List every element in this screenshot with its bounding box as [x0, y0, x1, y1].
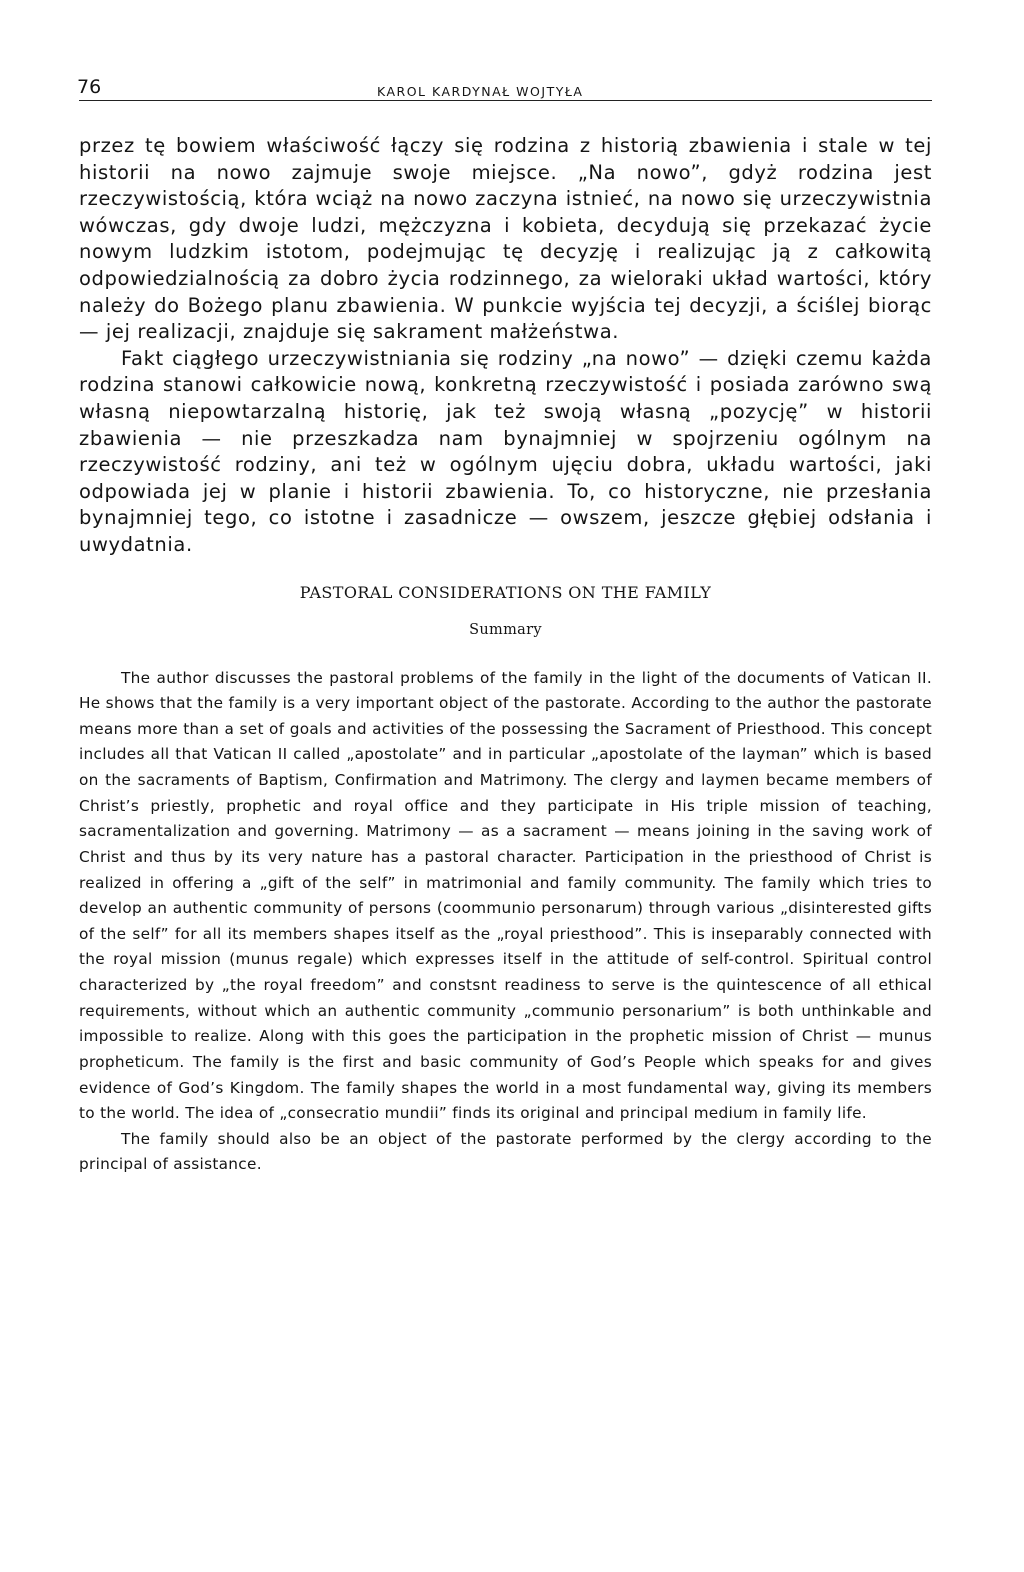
polish-body-text [79, 133, 932, 559]
summary-heading: PASTORAL CONSIDERATIONS ON THE FAMILY [299, 582, 712, 602]
summary-subheading: Summary [469, 621, 542, 638]
summary-paragraph: The family should also be an object of the pastorate performed by the clergy according to the principal of assistance. [79, 1129, 932, 1174]
page [79, 70, 932, 1178]
page-number: 76 [77, 76, 102, 98]
running-title: KAROL KARDYNAŁ WOJTYŁA [377, 84, 584, 99]
body-paragraph: Fakt ciągłego urzeczywistniania się rodziny „na nowo” — dzięki czemu każda rodzina stanowi całkowicie nową, konkretną rzeczywistość i posiada zarówno swą własną niepowtarzalną historię, jak też swoją własną „pozycję” w historii zbawienia — nie przeszkadza nam bynajmniej w spojrzeniu ogólnym na rzeczywistość rodziny, ani też w ogólnym ujęciu dobra, układu wartości, jaki odpowiada jej w planie i historii zbawienia. To, co historyczne, nie przesłania bynajmniej tego, co istotne i zasadnicze — owszem, jeszcze głębiej odsłania i uwydatnia. [79, 346, 932, 556]
summary-paragraph: The author discusses the pastoral problems of the family in the light of the documents of Vatican II. He shows that the family is a very important object of the pastorate. According to the author the pastorate means more than a set of goals and activities of the possessing the Sacrament of Priesthood. This concept includes all that Vatican II called „apostolate” and in particular „apostolate of the layman” which is based on the sacraments of Baptism, Confirmation and Matrimony. The clergy and laymen became members of Christ’s priestly, prophetic and royal office and they participate in His triple mission of teaching, sacramentalization and governing. Matrimony — as a sacrament — means joining in the saving work of Christ and thus by its very nature has a pastoral character. Participation in the priesthood of Christ is realized in offering a „gift of the self” in matrimonial and family community. The family which tries to develop an authentic community of persons (coommunio personarum) through various „disinterested gifts of the self” for all its members shapes itself as the „royal priesthood”. This is inseparably connected with the royal mission (munus regale) which expresses itself in the attitude of self-control. Spiritual control characterized by „the royal freedom” and constsnt readiness to serve is the quintescence of all ethical requirements, without which an authentic community „communio personarium” is both unthinkable and impossible to realize. Along with this goes the participation in the prophetic mission of Christ — munus propheticum. The family is the first and basic community of God’s People which speaks for and gives evidence of God’s Kingdom. The family shapes the world in a most fundamental way, giving its members to the world. The idea of „consecratio mundii” finds its original and principal medium in family life. [79, 668, 932, 1123]
summary-body-text [79, 666, 932, 1179]
body-paragraph: przez tę bowiem właściwość łączy się rodzina z historią zbawienia i stale w tej historii na nowo zajmuje swoje miejsce. „Na nowo”, gdyż rodzina jest rzeczywistością, która wciąż na nowo zaczyna istnieć, na nowo się urzeczywistnia wówczas, gdy dwoje ludzi, mężczyzna i kobieta, decydują się przekazać życie nowym ludzkim istotom, podejmując tę decyzję i realizując ją z całkowitą odpowiedzialnością za dobro życia rodzinnego, za wieloraki układ wartości, który należy do Bożego planu zbawienia. W punkcie wyjścia tej decyzji, a ściślej biorąc — jej realizacji, znajduje się sakrament małżeństwa. [79, 134, 932, 344]
running-header [79, 70, 932, 101]
